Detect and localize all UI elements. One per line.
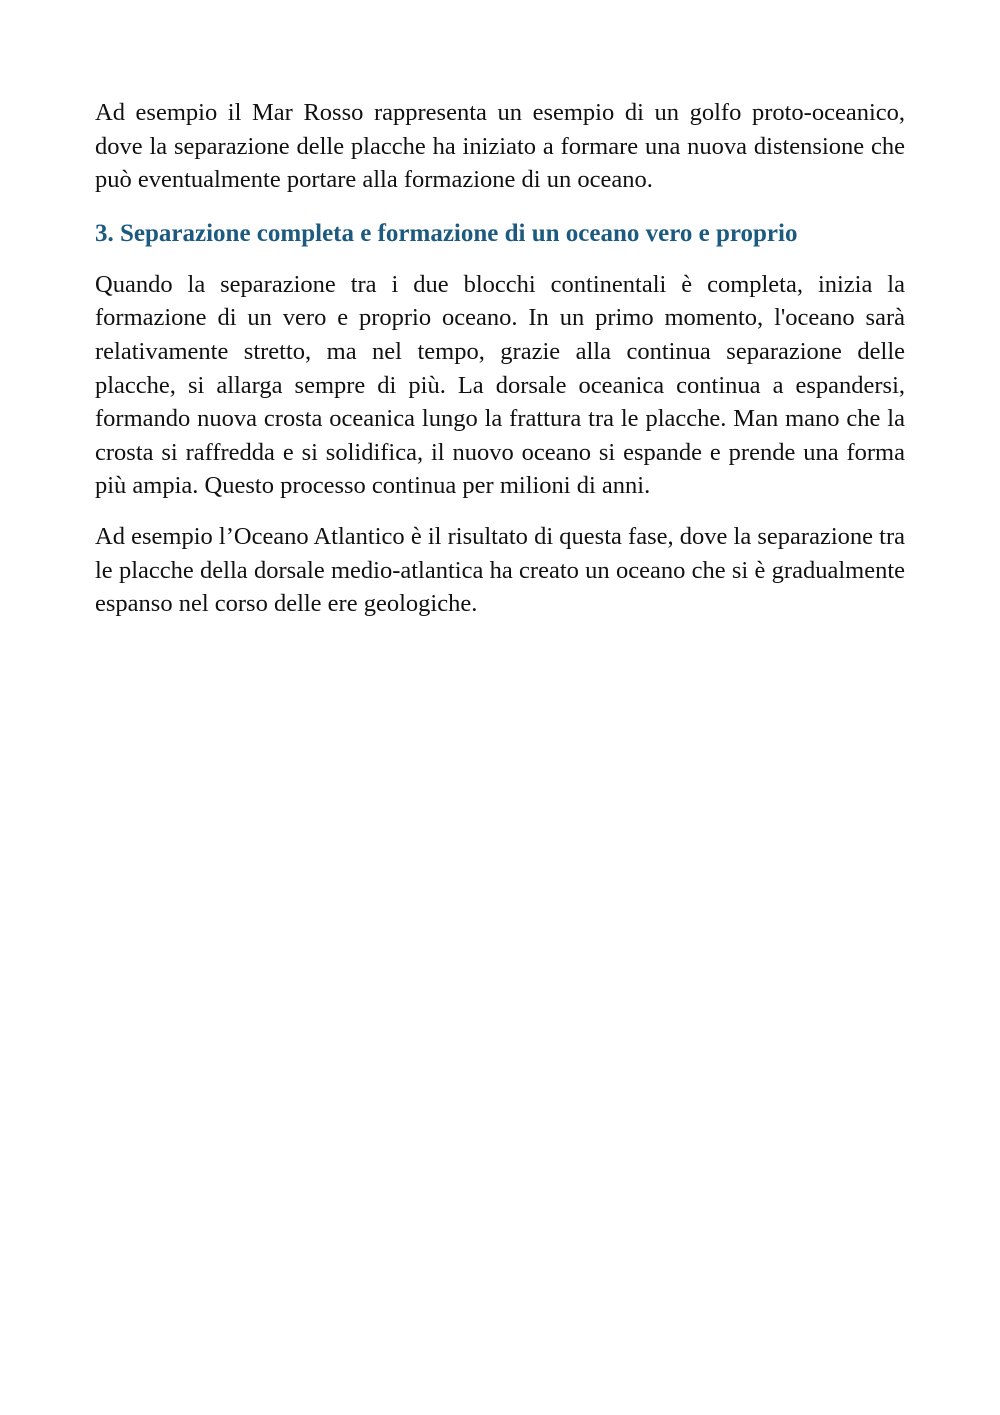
paragraph-red-sea-example: Ad esempio il Mar Rosso rappresenta un esempio di un golfo proto-oceanico, dove la separazione delle placche ha iniziato a formare una nuova distensione che può eventualmente portare alla formazione di un oceano. — [95, 99, 905, 194]
paragraph-atlantic-example: Ad esempio l’Oceano Atlantico è il risultato di questa fase, dove la separazione tra le placche della dorsale medio-atlantica ha creato un oceano che si è gradualmente espanso nel corso delle ere geologiche. — [95, 522, 905, 618]
section-heading: 3. Separazione completa e formazione di un oceano vero e proprio — [95, 219, 798, 247]
document-page — [95, 96, 905, 621]
paragraph-ocean-formation: Quando la separazione tra i due blocchi continentali è completa, inizia la formazione di un vero e proprio oceano. In un primo momento, l'oceano sarà relativamente stretto, ma nel tempo, grazie alla continua separazione delle placche, si allarga sempre di più. La dorsale oceanica continua a espandersi, formando nuova crosta oceanica lungo la frattura tra le placche. Man mano che la crosta si raffredda e si solidifica, il nuovo oceano si espande e prende una forma più ampia. Questo processo continua per milioni di anni. — [95, 270, 905, 500]
